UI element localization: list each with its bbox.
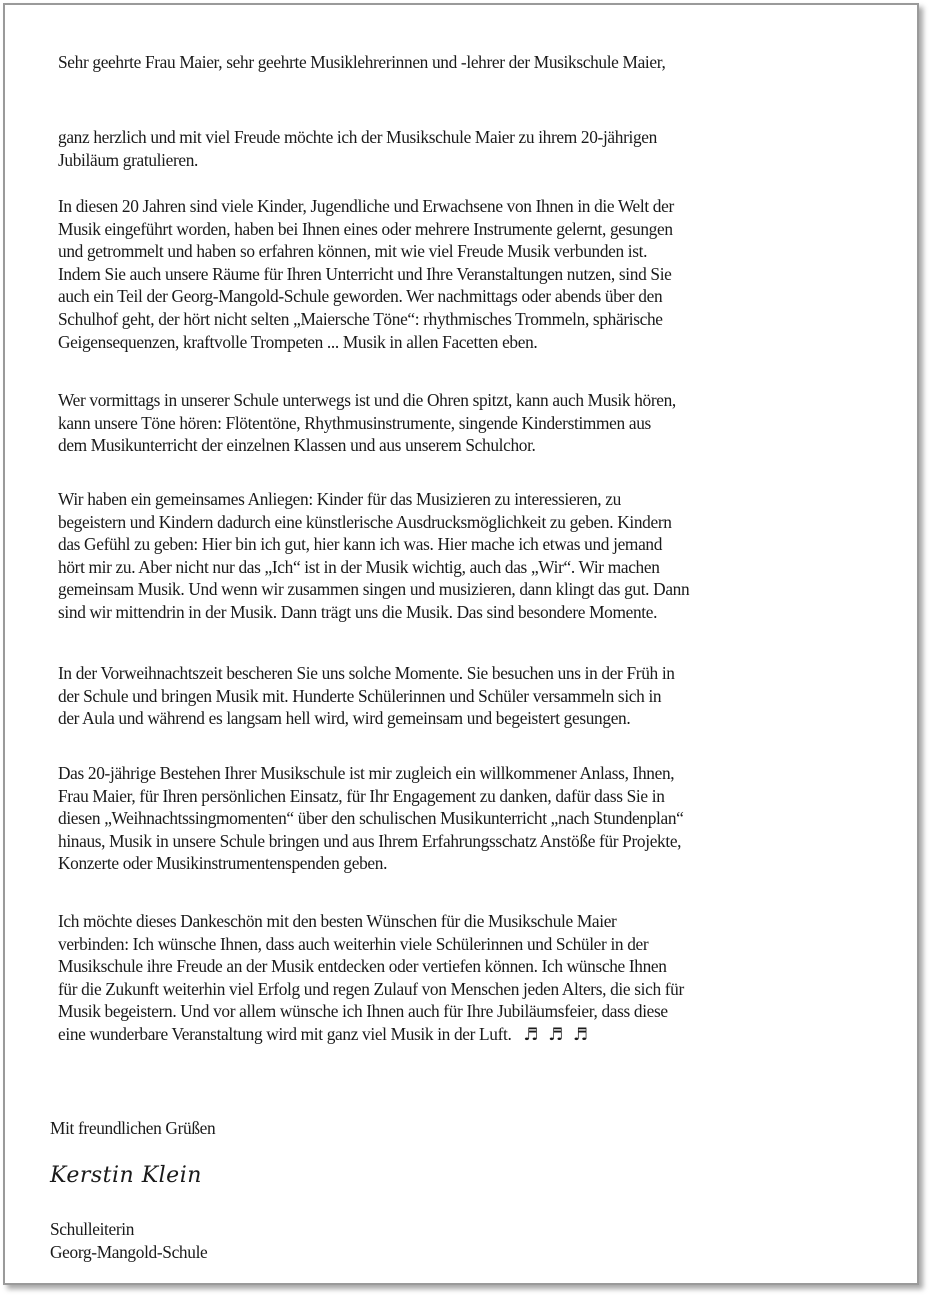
text-line: In diesen 20 Jahren sind viele Kinder, Jugendliche und Erwachsene von Ihnen in die Welt der xyxy=(58,196,674,216)
paragraph-common-goal xyxy=(58,488,846,624)
salutation: Sehr geehrte Frau Maier, sehr geehrte Musiklehrerinnen und -lehrer der Musikschule Maier, xyxy=(58,52,666,72)
closing: Mit freundlichen Grüßen xyxy=(50,1118,216,1138)
text-line: Konzerte oder Musikinstrumentenspenden geben. xyxy=(58,853,388,874)
text-line: Wir haben ein gemeinsames Anliegen: Kinder für das Musizieren zu interessieren, zu xyxy=(58,489,621,509)
text-line: Musik begeistern. Und vor allem wünsche ich Ihnen auch für Ihre Jubiläumsfeier, dass diese xyxy=(58,1001,668,1022)
text-line: Frau Maier, für Ihren persönlichen Einsatz, für Ihr Engagement zu danken, dafür dass Sie in xyxy=(58,785,665,806)
text-line: eine wunderbare Veranstaltung wird mit ganz viel Musik in der Luft. xyxy=(58,1023,512,1044)
text-line: begeistern und Kindern dadurch eine künstlerische Ausdrucksmöglichkeit zu geben. Kindern xyxy=(58,511,672,532)
text-line: Jubiläum gratulieren. xyxy=(58,149,199,170)
signer-school: Georg-Mangold-Schule xyxy=(50,1242,208,1262)
paragraph-thanks xyxy=(58,762,846,875)
text-line: diesen „Weihnachtssingmomenten“ über den schulischen Musikunterricht „nach Stundenplan“ xyxy=(58,808,684,829)
text-line: kann unsere Töne hören: Flötentöne, Rhythmusinstrumente, singende Kinderstimmen aus xyxy=(58,412,651,433)
text-line: Musikschule ihre Freude an der Musik entdecken oder vertiefen können. Ich wünsche Ihnen xyxy=(58,956,667,977)
paragraph-wishes xyxy=(58,910,846,1047)
signature: Kerstin Klein xyxy=(50,1163,202,1188)
text-line: hinaus, Musik in unsere Schule bringen und aus Ihrem Erfahrungsschatz Anstöße für Projekte, xyxy=(58,830,682,851)
signer-role: Schulleiterin xyxy=(50,1219,135,1239)
text-line: und getrommelt und haben so erfahren können, mit wie viel Freude Musik verbunden ist. xyxy=(58,241,648,262)
text-line: gemeinsam Musik. Und wenn wir zusammen singen und musizieren, dann klingt das gut. Dann xyxy=(58,579,690,600)
text-line: das Gefühl zu geben: Hier bin ich gut, hier kann ich was. Hier mache ich etwas und jemand xyxy=(58,534,663,555)
text-line: Ich möchte dieses Dankeschön mit den besten Wünschen für die Musikschule Maier xyxy=(58,911,617,931)
text-line: Musik eingeführt worden, haben bei Ihnen eines oder mehrere Instrumente gelernt, gesungen xyxy=(58,218,673,239)
text-line: Schulhof geht, der hört nicht selten „Maiersche Töne“: rhythmisches Trommeln, sphärische xyxy=(58,308,663,329)
text-line-final xyxy=(58,1023,846,1047)
text-line: In der Vorweihnachtszeit bescheren Sie uns solche Momente. Sie besuchen uns in der Früh in xyxy=(58,663,675,683)
music-notes-icon: ♬♬♬ xyxy=(523,1024,598,1045)
text-line: Geigensequenzen, kraftvolle Trompeten ... Musik in allen Facetten eben. xyxy=(58,331,538,352)
text-line: sind wir mittendrin in der Musik. Dann trägt uns die Musik. Das sind besondere Momente. xyxy=(58,601,658,622)
text-line: hört mir zu. Aber nicht nur das „Ich“ ist in der Musik wichtig, auch das „Wir“. Wir machen xyxy=(58,556,660,577)
text-line: der Aula und während es langsam hell wird, wird gemeinsam und begeistert gesungen. xyxy=(58,708,631,729)
text-line: Wer vormittags in unserer Schule unterwegs ist und die Ohren spitzt, kann auch Musik hören, xyxy=(58,390,676,410)
text-line: für die Zukunft weiterhin viel Erfolg und regen Zulauf von Menschen jeden Alters, die sich für xyxy=(58,978,684,999)
text-line: Indem Sie auch unsere Räume für Ihren Unterricht und Ihre Veranstaltungen nutzen, sind Sie xyxy=(58,263,672,284)
paragraph-school-music xyxy=(58,389,846,457)
letter-page xyxy=(3,3,919,1285)
paragraph-history xyxy=(58,195,846,353)
text-line: verbinden: Ich wünsche Ihnen, dass auch weiterhin viele Schülerinnen und Schüler in der xyxy=(58,933,649,954)
text-line: dem Musikunterricht der einzelnen Klassen und aus unserem Schulchor. xyxy=(58,435,536,456)
text-line: auch ein Teil der Georg-Mangold-Schule geworden. Wer nachmittags oder abends über den xyxy=(58,286,663,307)
paragraph-congratulation xyxy=(58,126,846,171)
paragraph-advent xyxy=(58,662,846,730)
text-line: ganz herzlich und mit viel Freude möchte ich der Musikschule Maier zu ihrem 20-jährigen xyxy=(58,127,657,147)
text-line: der Schule und bringen Musik mit. Hunderte Schülerinnen und Schüler versammeln sich in xyxy=(58,685,662,706)
text-line: Das 20-jährige Bestehen Ihrer Musikschule ist mir zugleich ein willkommener Anlass, Ihnen, xyxy=(58,763,675,783)
